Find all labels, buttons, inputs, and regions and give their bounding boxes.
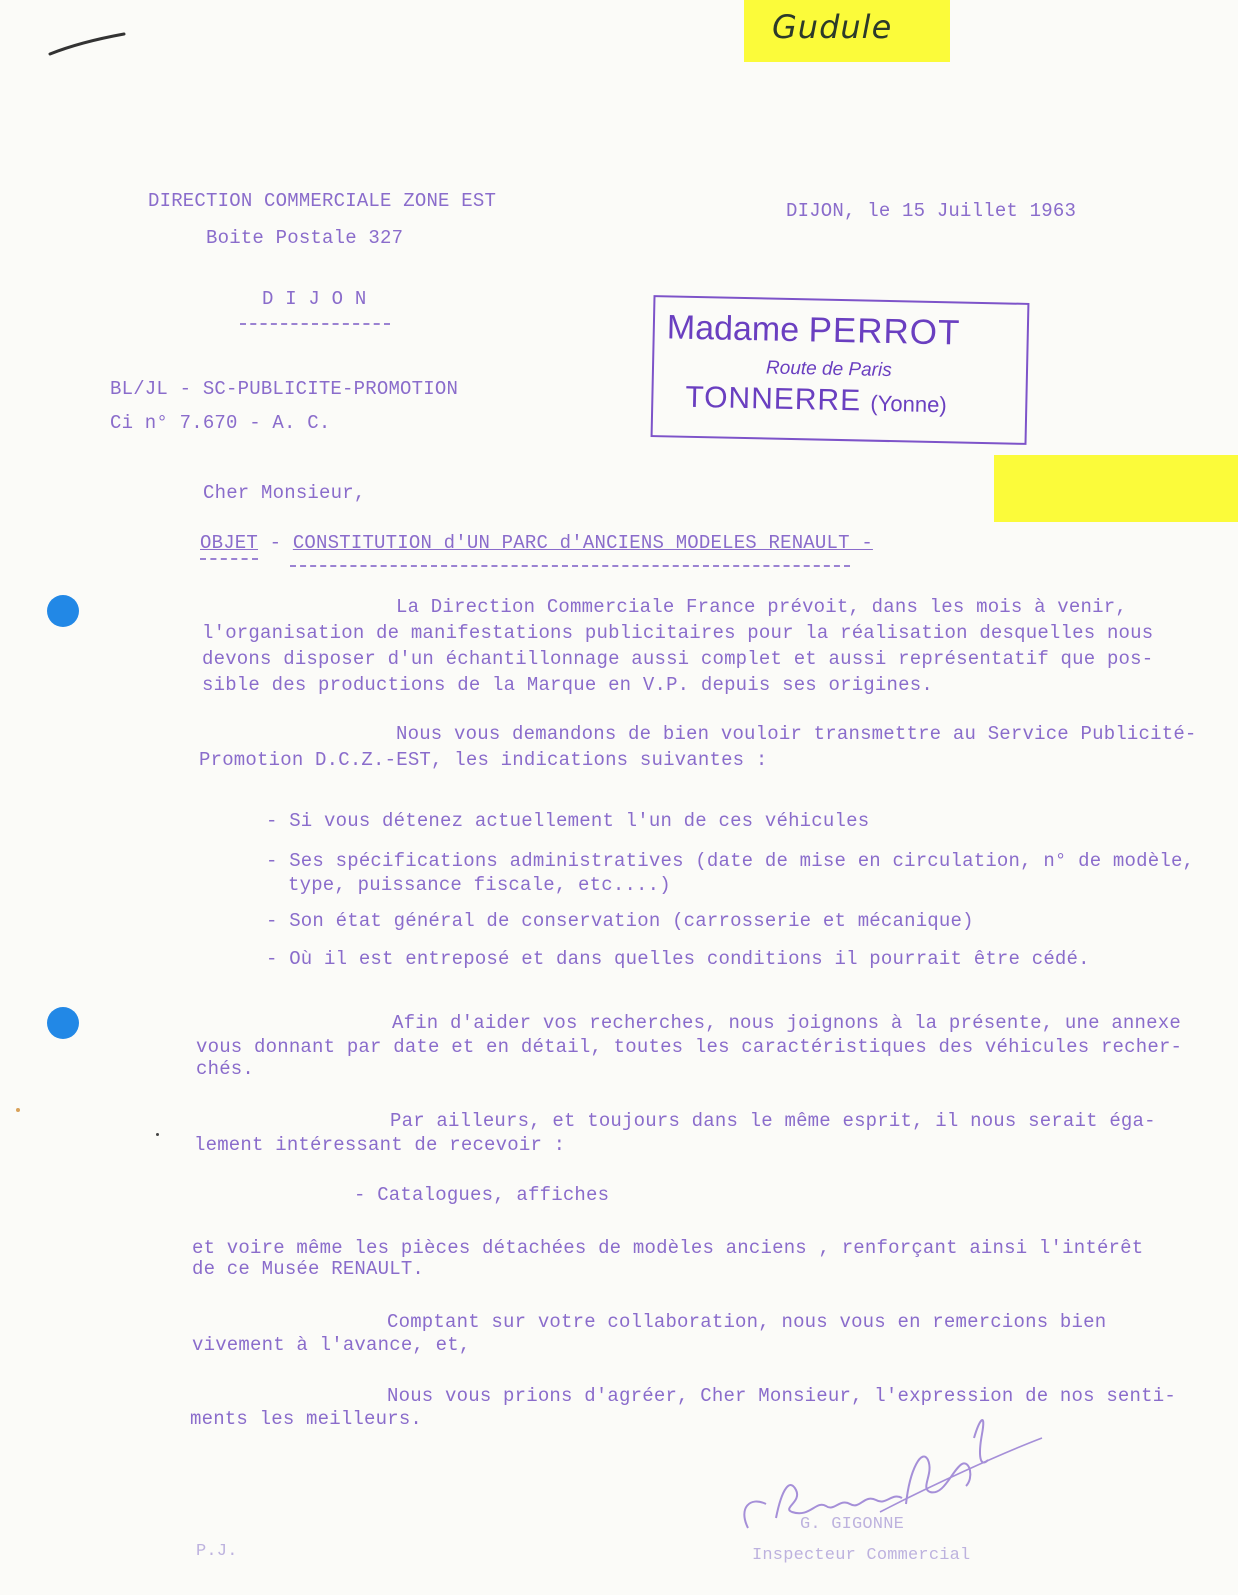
pen-stroke-mark <box>40 28 130 68</box>
sender-line2: Boite Postale 327 <box>206 227 404 249</box>
signatory-name: G. GIGONNE <box>800 1515 905 1534</box>
p1-line: l'organisation de manifestations publicitaires pour la réalisation desquelles nous <box>202 622 1154 644</box>
sender-city-underline <box>240 323 390 325</box>
recipient-title: Madame <box>666 308 800 350</box>
p7-line: Nous vous prions d'agréer, Cher Monsieur, l'expression de nos senti- <box>387 1385 1176 1407</box>
p2-line: Nous vous demandons de bien vouloir transmettre au Service Publicité- <box>396 723 1197 745</box>
subject-line <box>200 532 873 554</box>
sender-line1: DIRECTION COMMERCIALE ZONE EST <box>148 190 497 212</box>
recipient-city: TONNERRE <box>685 380 862 418</box>
recipient-stamp <box>651 295 1030 445</box>
enclosure-initials: P.J. <box>196 1542 238 1561</box>
paper-speck <box>156 1133 159 1136</box>
p3-line: Afin d'aider vos recherches, nous joignons à la présente, une annexe <box>392 1012 1181 1034</box>
sticky-note-top <box>744 0 950 62</box>
p1-line: sible des productions de la Marque en V.P. depuis ses origines. <box>202 674 933 696</box>
list-item-continuation: type, puissance fiscale, etc....) <box>288 874 671 896</box>
reference-line1: BL/JL - SC-PUBLICITE-PROMOTION <box>110 378 459 400</box>
sticky-note-right <box>994 455 1238 522</box>
recipient-street: Route de Paris <box>765 357 892 382</box>
punch-hole-top <box>47 595 79 627</box>
subject-label-underline <box>200 558 258 560</box>
list-item: - Ses spécifications administratives (date de mise en circulation, n° de modèle, <box>266 850 1195 872</box>
reference-line2: Ci n° 7.670 - A. C. <box>110 412 331 434</box>
p7-line: ments les meilleurs. <box>190 1408 423 1430</box>
recipient-name: PERROT <box>808 310 961 353</box>
punch-hole-bottom <box>47 1007 79 1039</box>
subject-text: CONSTITUTION d'UN PARC d'ANCIENS MODELES RENAULT - <box>292 532 873 554</box>
p5-line: de ce Musée RENAULT. <box>192 1258 425 1280</box>
recipient-region: (Yonne) <box>870 390 947 418</box>
p3-line: chés. <box>196 1058 255 1080</box>
p2-line: Promotion D.C.Z.-EST, les indications suivantes : <box>199 749 768 771</box>
sticky-note-text: Gudule <box>772 8 893 46</box>
paper-speck <box>16 1108 20 1112</box>
subject-text-underline <box>290 565 850 567</box>
p3-line: vous donnant par date et en détail, toutes les caractéristiques des véhicules recher- <box>196 1036 1183 1058</box>
signatory-title: Inspecteur Commercial <box>752 1546 971 1565</box>
p1-line: La Direction Commerciale France prévoit, dans les mois à venir, <box>396 596 1127 618</box>
subject-separator: - <box>258 532 293 554</box>
p4-item: - Catalogues, affiches <box>354 1184 610 1206</box>
p4-line: Par ailleurs, et toujours dans le même esprit, il nous serait éga- <box>390 1110 1156 1132</box>
list-item: - Son état général de conservation (carrosserie et mécanique) <box>266 910 974 932</box>
letter-date: DIJON, le 15 Juillet 1963 <box>786 200 1077 222</box>
p6-line: vivement à l'avance, et, <box>192 1334 471 1356</box>
p1-line: devons disposer d'un échantillonnage aussi complet et aussi représentatif que pos- <box>202 648 1154 670</box>
p4-line: lement intéressant de recevoir : <box>194 1134 566 1156</box>
sender-city: D I J O N <box>262 288 367 310</box>
p5-line: et voire même les pièces détachées de modèles anciens , renforçant ainsi l'intérêt <box>192 1237 1144 1259</box>
list-item: - Si vous détenez actuellement l'un de ces véhicules <box>266 810 870 832</box>
list-item: - Où il est entreposé et dans quelles conditions il pourrait être cédé. <box>266 948 1090 970</box>
p6-line: Comptant sur votre collaboration, nous vous en remercions bien <box>387 1311 1107 1333</box>
subject-label: OBJET <box>200 532 259 554</box>
salutation: Cher Monsieur, <box>203 482 366 504</box>
